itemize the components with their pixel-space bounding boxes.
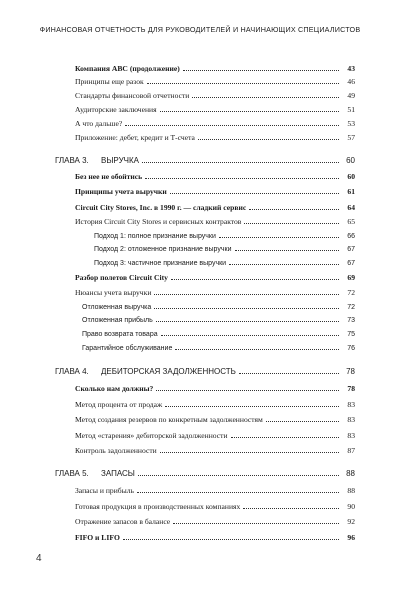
dot-leader <box>138 475 339 476</box>
dot-leader <box>123 539 339 540</box>
toc-subentry <box>82 340 355 352</box>
toc-entry-page: 88 <box>346 469 355 478</box>
toc-entry <box>75 483 355 495</box>
toc-entry-page: 90 <box>347 502 355 512</box>
toc-entry-label: История Circuit City Stores и сервисных контрактов <box>75 217 242 227</box>
toc-entry-label: Готовая продукция в производственных компаниях <box>75 502 241 512</box>
toc-entry-page: 88 <box>347 486 355 496</box>
toc-entry-page: 66 <box>347 233 355 240</box>
toc-entry-label: Компания ABC (продолжение) <box>75 64 180 74</box>
toc-entry-label: Отложенная прибыль <box>82 317 153 324</box>
toc-entry-page: 43 <box>347 64 355 74</box>
toc-entry-page: 67 <box>347 260 355 267</box>
toc-entry-label: Аудиторские заключения <box>75 105 157 115</box>
toc-entry-page: 72 <box>347 288 355 298</box>
toc-entry-label: Приложение: дебет, кредит и Т-счета <box>75 133 195 143</box>
toc-entry-page: 78 <box>346 367 355 376</box>
toc-entry-label: Метод процента от продаж <box>75 400 163 410</box>
toc-entry <box>75 61 355 73</box>
toc-entry-page: 87 <box>347 446 355 456</box>
dot-leader <box>147 83 339 84</box>
toc-entry <box>75 88 355 100</box>
toc-entry <box>75 285 355 297</box>
toc-entry <box>75 530 355 542</box>
toc-entry-page: 51 <box>347 105 355 115</box>
toc-entry <box>75 412 355 424</box>
toc-entry-label: Запасы и прибыль <box>75 486 134 496</box>
toc-entry-page: 60 <box>347 172 355 182</box>
toc-entry <box>75 514 355 526</box>
toc-entry-label: Без нее не обойтись <box>75 172 143 182</box>
dot-leader <box>154 294 339 295</box>
dot-leader <box>125 125 339 126</box>
dot-leader <box>231 437 339 438</box>
toc-entry <box>75 428 355 440</box>
dot-leader <box>243 508 339 509</box>
dot-leader <box>235 250 340 251</box>
dot-leader <box>156 321 339 322</box>
toc-entry <box>75 499 355 511</box>
toc-entry <box>75 74 355 86</box>
toc-entry-label: Подход 3: частичное признание выручки <box>94 260 227 267</box>
toc-entry <box>75 381 355 393</box>
toc-entry-page: 61 <box>347 187 355 197</box>
toc-chapter <box>55 364 355 376</box>
running-header: ФИНАНСОВАЯ ОТЧЕТНОСТЬ ДЛЯ РУКОВОДИТЕЛЕЙ И НАЧИНАЮЩИХ СПЕЦИАЛИСТОВ <box>39 25 361 34</box>
toc-entry <box>75 443 355 455</box>
toc-entry-page: 67 <box>347 246 355 253</box>
dot-leader <box>154 308 339 309</box>
toc-entry-page: 96 <box>347 533 355 543</box>
toc-entry-page: 53 <box>347 119 355 129</box>
chapter-title: ВЫРУЧКА <box>101 156 139 165</box>
toc-entry-page: 83 <box>347 431 355 441</box>
dot-leader <box>249 209 339 210</box>
toc-entry-label: А что дальше? <box>75 119 123 129</box>
toc-entry-label: Отражение запасов в балансе <box>75 517 171 527</box>
toc-subentry <box>82 299 355 311</box>
toc-entry-page: 72 <box>347 304 355 311</box>
toc-entry-label: FIFO и LIFO <box>75 533 120 543</box>
dot-leader <box>160 111 339 112</box>
chapter-number: ГЛАВА 5. <box>55 469 89 478</box>
toc-chapter <box>55 153 355 165</box>
toc-entry-label: Circuit City Stores, Inc. в 1990 г. — сладкий сервис <box>75 203 247 213</box>
toc-subentry <box>82 312 355 324</box>
dot-leader <box>142 162 339 163</box>
toc-subentry <box>82 326 355 338</box>
toc-subentry <box>94 241 355 253</box>
dot-leader <box>165 406 339 407</box>
toc-entry-page: 46 <box>347 77 355 87</box>
dot-leader <box>137 492 339 493</box>
dot-leader <box>183 70 339 71</box>
dot-leader <box>266 421 339 422</box>
toc-entry-label: Гарантийное обслуживание <box>82 345 173 352</box>
toc-entry-label: Метод создания резервов по конкретным задолженностям <box>75 415 263 425</box>
toc-entry-page: 69 <box>347 273 355 283</box>
dot-leader <box>239 373 339 374</box>
dot-leader <box>173 523 339 524</box>
page-number: 4 <box>36 553 42 564</box>
toc-entry-label: Контроль задолженности <box>75 446 157 456</box>
toc-entry-label: Подход 2: отложенное признание выручки <box>94 246 232 253</box>
toc-entry-label: Стандарты финансовой отчетности <box>75 91 190 101</box>
toc-chapter <box>55 466 355 478</box>
toc-entry-label: Сколько нам должны? <box>75 384 154 394</box>
toc-entry-label: Подход 1: полное признание выручки <box>94 233 216 240</box>
toc-entry-page: 92 <box>347 517 355 527</box>
toc-entry-page: 75 <box>347 331 355 338</box>
toc-subentry <box>94 255 355 267</box>
toc-entry <box>75 200 355 212</box>
toc-entry-page: 49 <box>347 91 355 101</box>
toc-entry <box>75 116 355 128</box>
toc-entry <box>75 184 355 196</box>
toc-entry-label: Нюансы учета выручки <box>75 288 152 298</box>
dot-leader <box>198 139 339 140</box>
dot-leader <box>175 349 339 350</box>
chapter-number: ГЛАВА 3. <box>55 156 89 165</box>
toc-entry-label: Разбор полетов Circuit City <box>75 273 168 283</box>
toc-entry-page: 83 <box>347 415 355 425</box>
dot-leader <box>160 452 339 453</box>
chapter-title: ДЕБИТОРСКАЯ ЗАДОЛЖЕННОСТЬ <box>101 367 236 376</box>
chapter-number: ГЛАВА 4. <box>55 367 89 376</box>
toc-entry-label: Метод «старения» дебиторской задолженности <box>75 431 228 441</box>
toc-entry <box>75 270 355 282</box>
chapter-title: ЗАПАСЫ <box>101 469 135 478</box>
dot-leader <box>244 223 339 224</box>
dot-leader <box>171 279 339 280</box>
toc-entry-page: 65 <box>347 217 355 227</box>
toc-entry-page: 60 <box>346 156 355 165</box>
toc-entry <box>75 102 355 114</box>
dot-leader <box>170 193 339 194</box>
toc-entry-label: Принципы учета выручки <box>75 187 167 197</box>
toc-entry-page: 76 <box>347 345 355 352</box>
toc-entry-page: 64 <box>347 203 355 213</box>
toc-entry <box>75 169 355 181</box>
toc-subentry <box>94 228 355 240</box>
dot-leader <box>192 97 339 98</box>
toc-entry-page: 83 <box>347 400 355 410</box>
toc-entry <box>75 130 355 142</box>
dot-leader <box>161 335 339 336</box>
dot-leader <box>229 264 339 265</box>
toc-entry-label: Право возврата товара <box>82 331 158 338</box>
toc-entry <box>75 397 355 409</box>
toc-entry-page: 73 <box>347 317 355 324</box>
dot-leader <box>145 178 339 179</box>
toc-entry-page: 78 <box>347 384 355 394</box>
toc-entry-label: Принципы еще разок <box>75 77 144 87</box>
toc-entry-label: Отложенная выручка <box>82 304 152 311</box>
toc-entry <box>75 214 355 226</box>
dot-leader <box>219 237 339 238</box>
toc-entry-page: 57 <box>347 133 355 143</box>
dot-leader <box>156 390 339 391</box>
